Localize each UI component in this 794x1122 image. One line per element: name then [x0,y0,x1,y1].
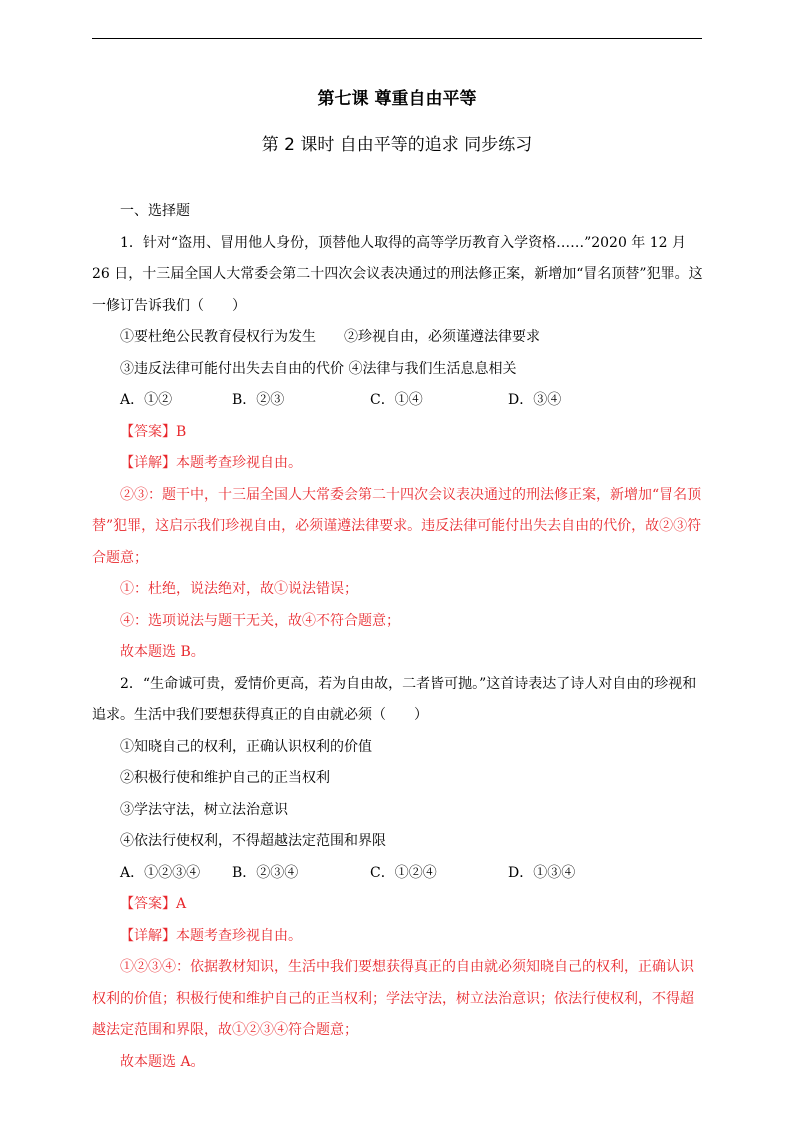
question-2-answer: 【答案】A [120,896,187,912]
option-d: D．③④ [508,392,562,408]
question-2-analysis-title: 【详解】本题考查珍视自由。 [120,927,302,944]
question-2-stem: 2．“生命诚可贵，爱情价更高，若为自由故，二者皆可抛。”这首诗表达了诗人对自由的珍视和追求。生活中我们要想获得真正的自由就必须（ ） [92,675,697,723]
option-a: A．①② [120,392,173,408]
question-1-answer: 【答案】B [120,423,187,440]
question-1-options [92,385,704,417]
question-2-analysis-1: ①②③④：依据教材知识，生活中我们要想获得真正的自由就必须知晓自己的权利，正确认识权利的价值；积极行使和维护自己的正当权利；学法守法，树立法治意识；依法行使权利，不得超越法定范围和界限，故①②③④符合题意； [92,959,694,1038]
option-c: C．①②④ [370,864,437,881]
question-2-conclusion: 故本题选 A。 [120,1053,205,1070]
question-2-statement-1: ①知晓自己的权利，正确认识权利的价值 [120,738,372,755]
question-1-analysis-2: ①：杜绝，说法绝对，故①说法错误； [120,581,358,597]
option-b: B．②③ [232,392,285,408]
header-rule [92,38,702,39]
lesson-title: 第七课 尊重自由平等 [317,89,477,109]
question-1-stem: 1．针对“盗用、冒用他人身份，顶替他人取得的高等学历教育入学资格……”2020 年 12 月 26 日，十三届全国人大常委会第二十四次会议表决通过的刑法修正案，新增加“冒名顶替”犯罪。这一修订告诉我们（ ） [92,234,703,314]
question-1-conclusion: 故本题选 B。 [120,644,205,660]
question-2-statement-4: ④依法行使权利，不得超越法定范围和界限 [120,833,386,849]
option-a: A．①②③④ [120,864,201,881]
question-1-analysis-3: ④：选项说法与题干无关，故④不符合题意； [120,612,400,629]
option-b: B．②③④ [232,864,299,881]
option-c: C．①④ [370,392,423,408]
question-1-statement-1: ①要杜绝公民教育侵权行为发生 ②珍视自由，必须谨遵法律要求 [120,329,540,345]
option-d: D．①③④ [508,864,576,881]
question-2-options [92,858,704,890]
question-1-analysis-title: 【详解】本题考查珍视自由。 [120,455,302,471]
document-body [92,196,704,1078]
question-2-statement-3: ③学法守法，树立法治意识 [120,801,288,818]
question-1-analysis-1: ②③：题干中，十三届全国人大常委会第二十四次会议表决通过的刑法修正案，新增加“冒名顶替”犯罪，这启示我们珍视自由，必须谨遵法律要求。违反法律可能付出失去自由的代价，故②③符合题意； [92,486,702,566]
question-1-statement-2: ③违反法律可能付出失去自由的代价 ④法律与我们生活息息相关 [120,360,517,377]
question-2-statement-2: ②积极行使和维护自己的正当权利 [120,770,330,786]
lesson-subtitle: 第 2 课时 自由平等的追求 同步练习 [261,135,533,155]
section-heading: 一、选择题 [120,203,190,219]
